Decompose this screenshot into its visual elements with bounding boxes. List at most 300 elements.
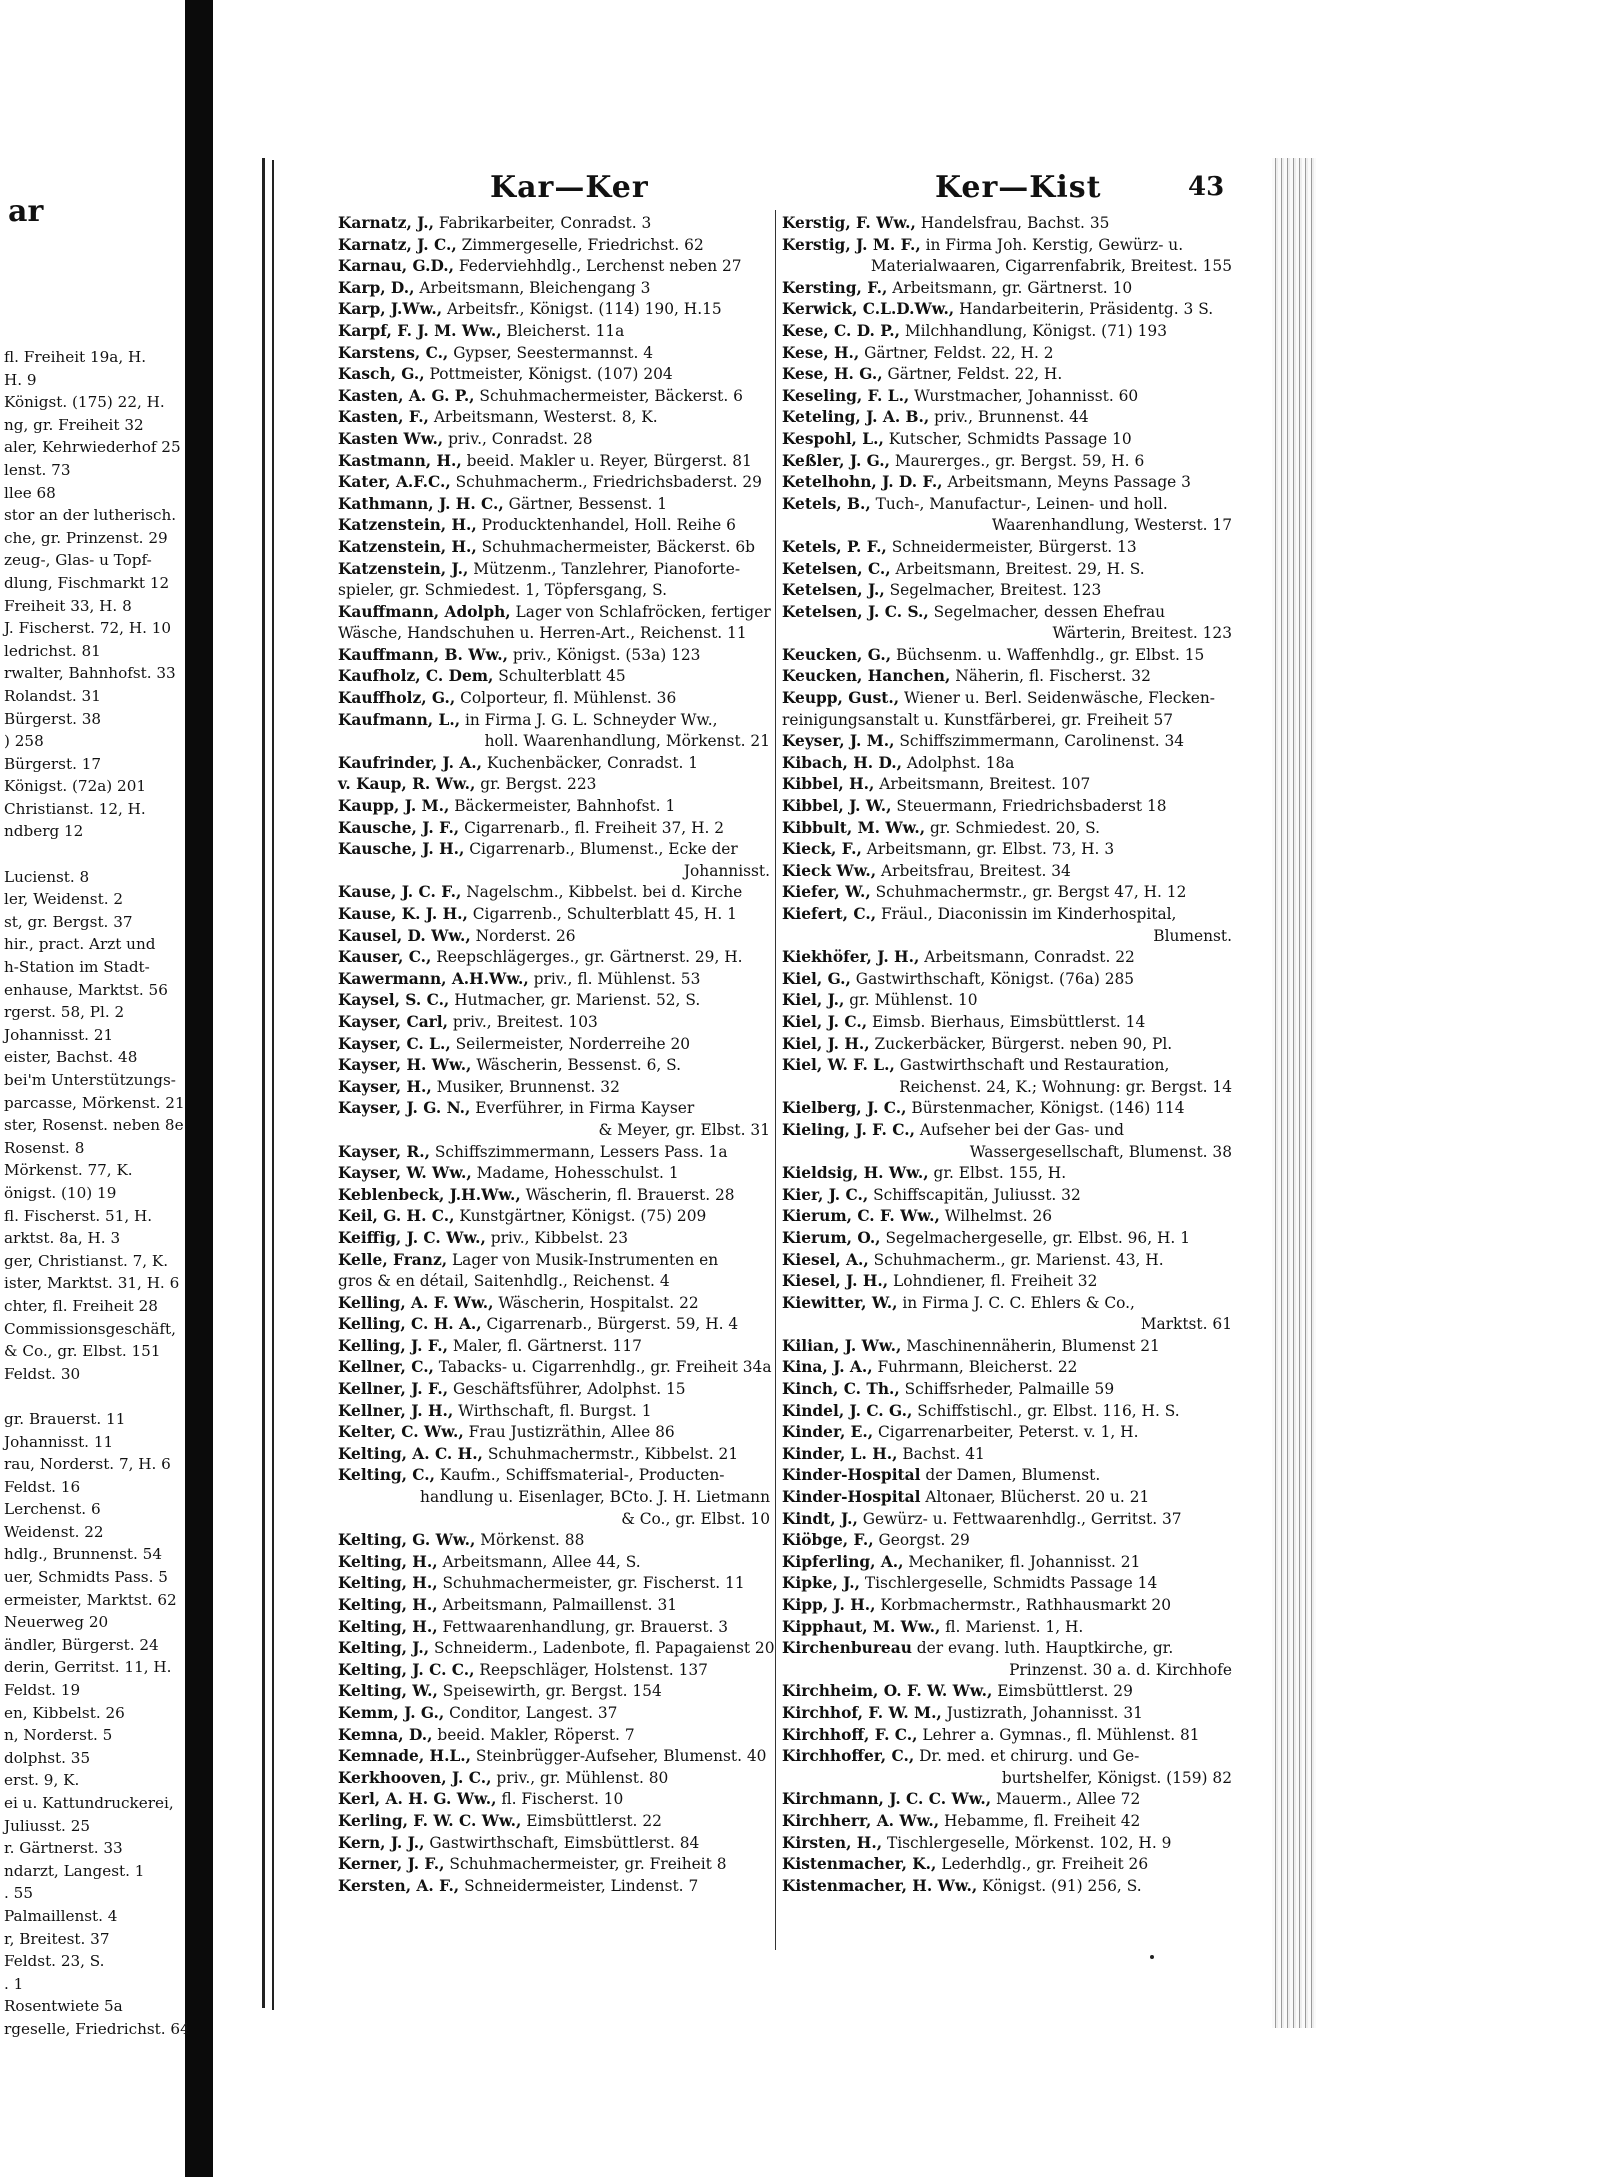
directory-entry [782,1422,1232,1444]
directory-entry [338,1725,770,1747]
entry-details: Wäscherin, Hospitalst. 22 [493,1293,699,1312]
directory-entry [782,256,1232,278]
entry-details: priv., Königst. (53a) 123 [507,645,701,664]
entry-name: Kina, J. A., [782,1358,873,1377]
directory-entry [782,537,1232,559]
directory-entry [782,1055,1232,1077]
entry-details: Arbeitsmann, Breitest. 107 [874,775,1091,794]
directory-entry [782,1617,1232,1639]
entry-name: Kasten, A. G. P., [338,386,475,405]
entry-details: Georgst. 29 [873,1531,970,1550]
directory-entry [782,321,1232,343]
entry-name: Kerstig, J. M. F., [782,235,921,254]
directory-entry [338,1163,770,1185]
entry-name: Kindel, J. C. G., [782,1401,913,1420]
entry-name: Katzenstein, H., [338,516,477,535]
entry-name: Karnatz, J., [338,214,434,232]
entry-details: Wassergesellschaft, Blumenst. 38 [969,1142,1232,1161]
left-page-line: llee 68 [4,483,56,502]
directory-entry [782,969,1232,991]
entry-details: Fettwaarenhandlung, gr. Brauerst. 3 [437,1617,729,1636]
entry-details: Conditor, Langest. 37 [444,1703,618,1722]
entry-details: handlung u. Eisenlager, BCto. J. H. Lietmann [420,1488,770,1507]
directory-entry [338,1465,770,1487]
entry-details: Hebamme, fl. Freiheit 42 [939,1811,1141,1830]
entry-name: Kayser, C. L., [338,1034,451,1053]
directory-entry [338,1876,770,1898]
entry-details: Norderst. 26 [470,926,576,945]
entry-name: Katzenstein, J., [338,559,469,578]
entry-name: Kerkhooven, J. C., [338,1768,492,1787]
entry-name: Kaufmann, L., [338,710,461,729]
entry-details: Steinbrügger-Aufseher, Blumenst. 40 [471,1747,767,1766]
left-page-line: aler, Kehrwiederhof 25 [4,438,181,457]
entry-details: Maschinennäherin, Blumenst 21 [901,1336,1160,1355]
entry-details: Gypser, Seestermannst. 4 [448,343,654,362]
entry-name: Kirsten, H., [782,1833,883,1852]
entry-details: gr. Mühlenst. 10 [844,991,978,1010]
directory-entry [338,1034,770,1056]
entry-name: Keteling, J. A. B., [782,408,930,427]
left-page [0,160,274,2038]
entry-details: Büchsenm. u. Waffenhdlg., gr. Elbst. 15 [891,645,1205,664]
directory-entry [338,321,770,343]
entry-name: Kelting, W., [338,1682,438,1701]
entry-details: Schiffstischl., gr. Elbst. 116, H. S. [912,1401,1180,1420]
entry-details: & Meyer, gr. Elbst. 31 [598,1120,770,1139]
entry-name: Katzenstein, H., [338,537,477,556]
entry-name: Kierum, C. F. Ww., [782,1207,940,1226]
directory-entry [782,1833,1232,1855]
entry-details: Arbeitsmann, Allee 44, S. [437,1552,641,1571]
entry-details: reinigungsanstalt u. Kunstfärberei, gr. Freiheit 57 [782,710,1174,729]
entry-name: Kausche, J. F., [338,818,460,837]
directory-entry [782,1379,1232,1401]
entry-details: Lederhdlg., gr. Freiheit 26 [936,1855,1149,1874]
entry-details: Mörkenst. 88 [475,1531,585,1550]
entry-details: Schulterblatt 45 [493,667,626,686]
left-page-line: ster, Rosenst. neben 8e [4,1116,184,1135]
directory-entry [338,623,770,645]
left-page-line: fl. Freiheit 19a, H. [4,348,147,366]
entry-details: Wurstmacher, Johannisst. 60 [909,386,1139,405]
entry-name: Kayser, R., [338,1142,430,1161]
entry-details: Marktst. 61 [1140,1315,1232,1334]
left-page-line: Commissionsgeschäft, [4,1319,176,1338]
left-page-line: r, Breitest. 37 [4,1929,110,1948]
left-page-line: Königst. (72a) 201 [4,777,147,796]
entry-details: Schiffscapitän, Juliusst. 32 [868,1185,1081,1204]
directory-entry [338,688,770,710]
left-page-line: enhause, Marktst. 56 [4,980,168,999]
left-page-line: Feldst. 19 [4,1681,81,1700]
entry-name: Kiel, G., [782,969,851,988]
entry-details: Mechaniker, fl. Johannisst. 21 [903,1552,1141,1571]
directory-entry [782,1098,1232,1120]
left-page-line: hdlg., Brunnenst. 54 [4,1545,162,1564]
entry-name: Kawermann, A.H.Ww., [338,969,529,988]
entry-details: Waarenhandlung, Westerst. 17 [991,516,1232,535]
entry-details: beeid. Makler, Röperst. 7 [432,1725,635,1744]
entry-name: Kauffmann, Adolph, [338,602,511,621]
directory-entry [338,494,770,516]
directory-entry [338,515,770,537]
directory-entry [782,343,1232,365]
directory-entry [338,947,770,969]
directory-entry [338,364,770,386]
directory-entry [338,1185,770,1207]
entry-details: Lager von Musik-Instrumenten en [447,1250,719,1269]
directory-entry [782,1163,1232,1185]
left-page-line: Bürgerst. 17 [4,754,102,773]
entry-details: Schiffszimmermann, Carolinenst. 34 [894,732,1185,751]
entry-details: Altonaer, Blücherst. 20 u. 21 [920,1488,1150,1507]
directory-entry [782,213,1232,235]
entry-details: Arbeitsfr., Königst. (114) 190, H.15 [442,300,722,319]
left-page-line: uer, Schmidts Pass. 5 [4,1568,168,1587]
entry-details: priv., fl. Mühlenst. 53 [528,969,701,988]
directory-entry [782,1595,1232,1617]
left-page-line: stor an der lutherisch. [4,506,177,525]
entry-name: Keseling, F. L., [782,386,910,405]
directory-entry [338,1077,770,1099]
entry-name: Kause, K. J. H., [338,905,468,923]
entry-name: Kinder-Hospital [782,1488,921,1507]
entry-details: Arbeitsmann, Palmaillenst. 31 [437,1596,678,1614]
directory-entry [782,429,1232,451]
entry-name: Kauser, C., [338,948,432,967]
entry-details: Eimsb. Bierhaus, Eimsbüttlerst. 14 [867,1012,1146,1031]
directory-entry [338,710,770,732]
entry-details: Segelmacher, dessen Ehefrau [928,602,1166,621]
entry-name: Kiewitter, W., [782,1293,898,1312]
directory-entry [338,1660,770,1682]
directory-entry [338,343,770,365]
directory-entry [338,472,770,494]
directory-entry [782,1185,1232,1207]
entry-details: Fuhrmann, Bleicherst. 22 [872,1358,1078,1377]
directory-column-left [338,213,775,1897]
entry-name: Kerstig, F. Ww., [782,214,916,232]
entry-name: Kibbult, M. Ww., [782,818,926,837]
directory-entry [338,1617,770,1639]
entry-name: Kathmann, J. H. C., [338,494,504,513]
directory-entry [782,1012,1232,1034]
directory-entry [338,1293,770,1315]
entry-name: Kespohl, L., [782,429,884,448]
directory-entry [782,926,1232,948]
entry-details: Cigarrenb., Schulterblatt 45, H. 1 [467,905,737,923]
entry-name: Kiöbge, F., [782,1531,874,1550]
entry-details: beeid. Makler u. Reyer, Bürgerst. 81 [461,451,752,470]
left-page-line: ei u. Kattundruckerei, [4,1794,174,1812]
entry-name: Kelting, H., [338,1552,438,1571]
directory-entry [338,1746,770,1768]
directory-entry [338,1250,770,1272]
entry-details: Dr. med. et chirurg. und Ge- [914,1747,1140,1766]
entry-name: Kinder, L. H., [782,1444,898,1463]
directory-entry [782,472,1232,494]
entry-details: Eimsbüttlerst. 29 [992,1682,1133,1701]
directory-entry [338,1681,770,1703]
entry-name: Kirchheim, O. F. W. Ww., [782,1682,993,1701]
directory-entry [338,774,770,796]
directory-entry [782,796,1232,818]
entry-details: Schuhmachermeister, Bäckerst. 6 [474,386,743,405]
left-page-line: n, Norderst. 5 [4,1726,113,1745]
entry-details: Gärtner, Feldst. 22, H. [882,365,1063,384]
entry-details: burtshelfer, Königst. (159) 82 [1001,1768,1232,1787]
entry-details: Wilhelmst. 26 [939,1207,1053,1226]
entry-name: Kistenmacher, H. Ww., [782,1876,978,1895]
directory-entry [338,1833,770,1855]
directory-entry [338,299,770,321]
entry-details: Gastwirthschaft, Königst. (76a) 285 [850,969,1135,988]
directory-entry [338,1638,775,1660]
entry-details: Seilermeister, Norderreihe 20 [450,1034,691,1053]
left-page-line: ändler, Bürgerst. 24 [4,1635,159,1654]
directory-entry [782,1228,1232,1250]
directory-entry [782,1854,1232,1876]
entry-name: Keupp, Gust., [782,689,900,708]
entry-details: Gärtner, Bessenst. 1 [503,494,668,513]
left-page-line: . 1 [4,1974,24,1993]
entry-details: Lager von Schlafröcken, fertiger [510,602,771,621]
entry-name: Karnau, G.D., [338,257,454,276]
entry-name: Kieck, F., [782,840,862,859]
directory-entry [338,278,770,300]
entry-details: priv., Breitest. 103 [448,1012,598,1031]
entry-details: Arbeitsfrau, Breitest. 34 [876,861,1071,880]
entry-name: Ketels, B., [782,494,871,513]
directory-entry [782,364,1232,386]
directory-column-right [782,213,1232,1897]
entry-name: Kirchenbureau [782,1639,912,1658]
directory-entry [338,1573,770,1595]
entry-name: Kiel, W. F. L., [782,1056,895,1075]
directory-entry [338,429,770,451]
left-page-line: r. Gärtnerst. 33 [4,1839,123,1858]
entry-name: Kellner, J. F., [338,1380,449,1399]
page-edges [1272,158,1316,2028]
entry-name: v. Kaup, R. Ww., [338,775,476,794]
left-page-line: dolphst. 35 [4,1748,91,1767]
entry-name: Ketelsen, J. C. S., [782,602,929,621]
directory-entry [782,1703,1232,1725]
entry-details: Handarbeiterin, Präsidentg. 3 S. [954,300,1214,319]
entry-details: holl. Waarenhandlung, Mörkenst. 21 [484,732,770,751]
entry-details: Steuermann, Friedrichsbaderst 18 [891,797,1167,816]
entry-details: Hutmacher, gr. Marienst. 52, S. [449,991,701,1010]
page-number: 43 [1188,172,1225,202]
directory-entry [782,299,1232,321]
entry-name: Kieling, J. F. C., [782,1120,915,1139]
entry-name: Kelting, H., [338,1574,438,1593]
entry-details: Wärterin, Breitest. 123 [1052,624,1232,643]
entry-name: Kelle, Franz, [338,1250,448,1269]
entry-details: Blumenst. [1153,926,1232,945]
entry-details: Fabrikarbeiter, Conradst. 3 [434,214,652,232]
entry-details: Schuhmachermeister, Bäckerst. 6b [476,537,755,556]
entry-details: Tabacks- u. Cigarrenhdlg., gr. Freiheit 34a [433,1358,772,1377]
entry-details: Gastwirthschaft, Eimsbüttlerst. 84 [424,1833,700,1852]
directory-entry [782,1401,1232,1423]
entry-name: Kemnade, H.L., [338,1747,471,1766]
left-page-line: eister, Bachst. 48 [4,1048,138,1067]
left-page-line: st, gr. Bergst. 37 [4,912,133,931]
entry-name: Kielberg, J. C., [782,1099,907,1118]
entry-details: gr. Schmiedest. 20, S. [925,818,1101,837]
entry-details: Tischlergeselle, Schmidts Passage 14 [859,1574,1158,1593]
entry-name: Kiel, J. C., [782,1012,868,1031]
entry-name: Karp, J.Ww., [338,300,443,319]
entry-details: Tuch-, Manufactur-, Leinen- und holl. [870,494,1168,513]
left-page-line: Bürgerst. 38 [4,709,102,728]
entry-details: Pottmeister, Königst. (107) 204 [424,365,673,384]
entry-name: Kelling, J. F., [338,1336,448,1355]
directory-entry [338,451,770,473]
directory-entry [338,580,770,602]
entry-details: Maurerges., gr. Bergst. 59, H. 6 [889,451,1145,470]
entry-details: Bäckermeister, Bahnhofst. 1 [449,797,676,816]
entry-details: Reepschlägerges., gr. Gärtnerst. 29, H. [431,948,743,967]
entry-details: Reichenst. 24, K.; Wohnung: gr. Bergst. 14 [899,1077,1232,1096]
entry-name: Kelting, H., [338,1596,438,1614]
entry-name: Kibbel, H., [782,775,875,794]
left-page-line: derin, Gerritst. 11, H. [4,1658,172,1677]
directory-entry [782,1876,1232,1898]
entry-details: Milchhandlung, Königst. (71) 193 [899,321,1167,340]
directory-entry [782,990,1232,1012]
left-page-line: rau, Norderst. 7, H. 6 [4,1455,171,1474]
entry-name: Kauffmann, B. Ww., [338,645,508,664]
left-page-line: ermeister, Marktst. 62 [4,1590,177,1609]
left-page-line: lenst. 73 [4,460,71,479]
left-page-line: ndberg 12 [4,822,84,841]
entry-name: Kelter, C. Ww., [338,1423,464,1442]
left-page-line: Johannisst. 21 [4,1025,114,1044]
left-page-line: fl. Fischerst. 51, H. [4,1206,153,1225]
column-header-left: Kar—Ker [490,170,649,205]
entry-details: Schneidermeister, Bürgerst. 13 [886,537,1137,556]
directory-entry [338,731,770,753]
entry-details: priv., gr. Mühlenst. 80 [491,1768,669,1787]
directory-entry [338,386,770,408]
entry-details: in Firma Joh. Kerstig, Gewürz- u. [920,235,1184,254]
entry-name: Kausche, J. H., [338,840,465,859]
directory-entry [338,213,770,235]
left-page-line: Neuerweg 20 [4,1613,109,1632]
entry-details: Fräul., Diaconissin im Kinderhospital, [876,905,1177,923]
entry-details: Federviehhdlg., Lerchenst neben 27 [454,257,742,276]
entry-details: Wäscherin, fl. Brauerst. 28 [520,1185,735,1204]
entry-name: Kinch, C. Th., [782,1380,900,1399]
left-page-column [4,346,269,2041]
directory-entry [338,796,770,818]
entry-details: Eimsbüttlerst. 22 [521,1811,662,1830]
entry-name: Kaupp, J. M., [338,797,450,816]
directory-entry [782,1509,1232,1531]
entry-details: in Firma J. C. C. Ehlers & Co., [897,1293,1135,1312]
directory-entry [782,1293,1232,1315]
left-page-line: h-Station im Stadt- [4,958,150,977]
entry-name: Kerner, J. F., [338,1855,445,1874]
entry-name: Kayser, Carl, [338,1012,448,1031]
entry-details: Wäsche, Handschuhen u. Herren-Art., Reichenst. 11 [338,624,747,643]
directory-entry [782,386,1232,408]
entry-name: Kipphaut, M. Ww., [782,1617,941,1636]
entry-details: Gewürz- u. Fettwaarenhdlg., Gerritst. 37 [857,1509,1182,1528]
entry-details: Schuhmachermstr., Kibbelst. 21 [482,1444,739,1463]
entry-name: Kayser, J. G. N., [338,1099,471,1118]
directory-entry [782,602,1232,624]
entry-name: Kelling, A. F. Ww., [338,1293,494,1312]
entry-name: Kasten Ww., [338,429,444,448]
entry-name: Kayser, H., [338,1077,432,1096]
entry-details: Segelmachergeselle, gr. Elbst. 96, H. 1 [880,1228,1190,1247]
directory-entry [782,645,1232,667]
directory-entry [782,451,1232,473]
entry-details: Arbeitsmann, Bleichengang 3 [414,278,651,297]
entry-name: Kieldsig, H. Ww., [782,1164,929,1183]
entry-details: Johannisst. [683,861,770,880]
directory-entry [338,882,770,904]
directory-entry [338,1357,770,1379]
entry-details: Mauerm., Allee 72 [991,1790,1141,1809]
entry-name: Karnatz, J. C., [338,235,457,254]
left-page-line: Freiheit 33, H. 8 [4,596,132,615]
entry-details: priv., Kibbelst. 23 [485,1228,629,1247]
left-page-line: Lerchenst. 6 [4,1500,101,1519]
entry-name: Karp, D., [338,278,415,297]
entry-name: Kese, C. D. P., [782,321,900,340]
directory-entry [782,818,1232,840]
entry-name: Kiefer, W., [782,883,871,902]
left-page-line: ledrichst. 81 [4,641,101,660]
entry-name: Keucken, G., [782,645,892,664]
ink-dot [1150,1955,1154,1959]
entry-name: Kierum, O., [782,1228,881,1247]
entry-name: Keil, G. H. C., [338,1207,455,1226]
entry-details: Arbeitsmann, gr. Gärtnerst. 10 [887,278,1133,297]
entry-details: Handelsfrau, Bachst. 35 [915,214,1110,232]
directory-entry [782,774,1232,796]
entry-name: Kastmann, H., [338,451,462,470]
entry-name: Kelting, C., [338,1466,435,1485]
entry-details: Wäscherin, Bessenst. 6, S. [471,1056,682,1075]
directory-entry [338,1854,770,1876]
entry-name: Kellner, C., [338,1358,434,1377]
entry-details: Arbeitsmann, gr. Elbst. 73, H. 3 [861,840,1115,859]
directory-entry [782,235,1232,257]
directory-entry [782,1746,1232,1768]
entry-details: Königst. (91) 256, S. [977,1876,1142,1895]
directory-entry [782,1725,1232,1747]
directory-entry [338,1098,770,1120]
directory-entry [782,515,1232,537]
directory-entry [338,1487,770,1509]
entry-name: Kiesel, J. H., [782,1272,889,1291]
column-header-right: Ker—Kist [935,170,1102,205]
directory-entry [782,710,1232,732]
left-page-line: Johannisst. 11 [4,1432,114,1451]
entry-details: in Firma J. G. L. Schneyder Ww., [460,710,718,729]
entry-name: Kemm, J. G., [338,1703,445,1722]
entry-details: Cigarrenarbeiter, Peterst. v. 1, H. [873,1423,1139,1442]
entry-name: Kiel, J., [782,991,845,1010]
entry-details: Cigarrenarb., Blumenst., Ecke der [464,840,738,859]
directory-entry [782,1487,1232,1509]
